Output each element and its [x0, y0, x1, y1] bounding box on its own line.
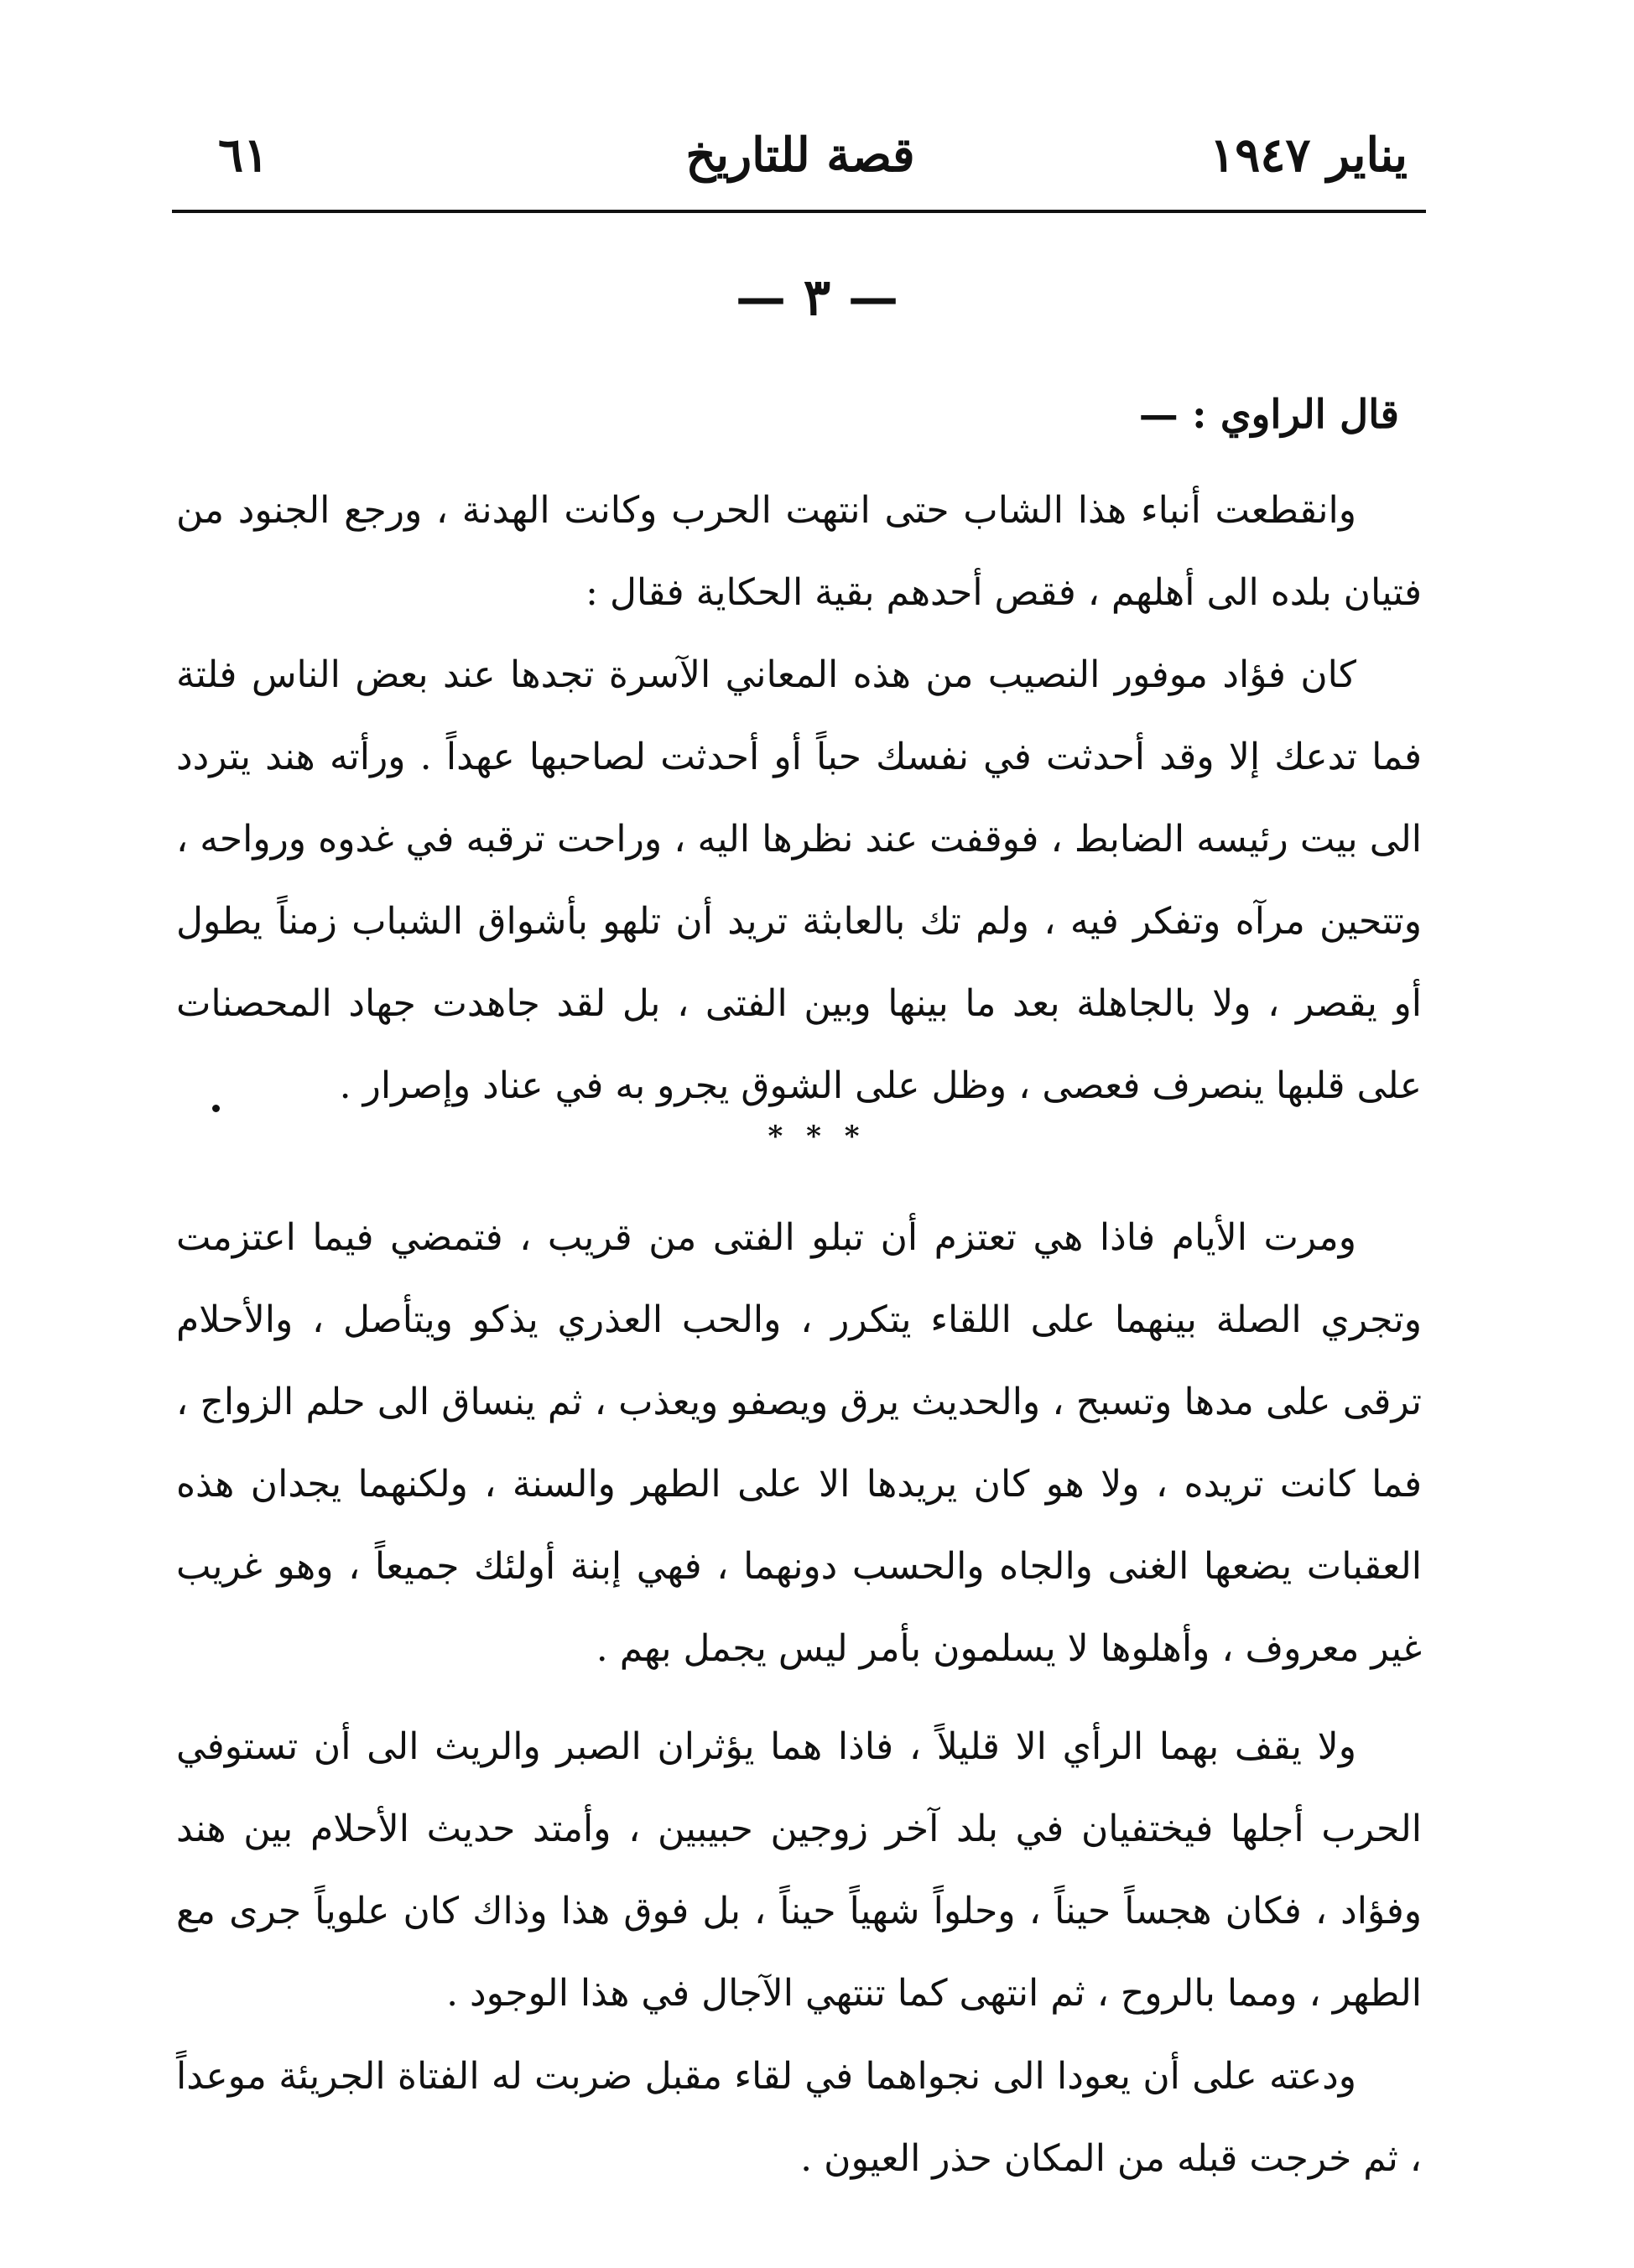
header-rule — [172, 210, 1426, 213]
section-separator: * * * — [768, 1120, 866, 1153]
paragraph-1: وانقطعت أنباء هذا الشاب حتى انتهت الحرب وكانت الهدنة ، ورجع الجنود من فتيان بلده الى أهلهم ، فقص أحدهم بقية الحكاية فقال : — [176, 489, 1422, 614]
text-block-4 — [176, 2036, 1422, 2200]
running-header — [193, 122, 1408, 197]
header-date: يناير ١٩٤٧ — [1210, 127, 1408, 183]
header-title: قصة للتاريخ — [685, 127, 915, 183]
narrator-intro: قال الراوي : — — [1138, 392, 1399, 438]
text-block-3 — [176, 1706, 1422, 2035]
paragraph-5: ودعته على أن يعودا الى نجواهما في لقاء مقبل ضربت له الفتاة الجريئة موعداً ، ثم خرجت قبله من المكان حذر العيون . — [176, 2055, 1422, 2180]
paragraph-2: كان فؤاد موفور النصيب من هذه المعاني الآسرة تجدها عند بعض الناس فلتة فما تدعك إلا وقد أحدثت في نفسك حباً أو أحدثت لصاحبها عهداً . ورأته هند يتردد الى بيت رئيسه الضابط ، فوقفت عند نظرها اليه ، وراحت ترقبه في غدوه ورواحه ، وتتحين مرآه وتفكر فيه ، ولم تك بالعابثة تريد أن تلهو بأشواق الشباب زمناً يطول أو يقصر ، ولا بالجاهلة بعد ما بينها وبين الفتى ، بل لقد جاهدت جهاد المحصنات على قلبها ينصرف فعصى ، وظل على الشوق يجرو به في عناد وإصرار . — [176, 653, 1423, 1107]
chapter-number: — ٣ — — [735, 268, 898, 327]
paragraph-3: ومرت الأيام فاذا هي تعتزم أن تبلو الفتى من قريب ، فتمضي فيما اعتزمت وتجري الصلة بينهما على اللقاء يتكرر ، والحب العذري يذكو ويتأصل ، والأحلام ترقى على مدها وتسبح ، والحديث يرق ويصفو ويعذب ، ثم ينساق الى حلم الزواج ، فما كانت تريده ، ولا هو كان يريدها الا على الطهر والسنة ، ولكنهما يجدان هذه العقبات يضعها الغنى والجاه والحسب دونهما ، فهي إبنة أولئك جميعاً ، وهو غريب غير معروف ، وأهلوها لا يسلمون بأمر ليس يجمل بهم . — [176, 1216, 1422, 1670]
page-number: ٦١ — [218, 127, 269, 183]
text-block-1 — [176, 470, 1422, 1127]
paragraph-4: ولا يقف بهما الرأي الا قليلاً ، فاذا هما يؤثران الصبر والريث الى أن تستوفي الحرب أجلها فيختفيان في بلد آخر زوجين حبيبين ، وأمتد حديث الأحلام بين هند وفؤاد ، فكان هجساً حيناً ، وحلواً شهياً حيناً ، بل فوق هذا وذاك كان علوياً جرى مع الطهر ، ومما بالروح ، ثم انتهى كما تنتهي الآجال في هذا الوجود . — [176, 1725, 1423, 2015]
text-block-2 — [176, 1197, 1422, 1690]
